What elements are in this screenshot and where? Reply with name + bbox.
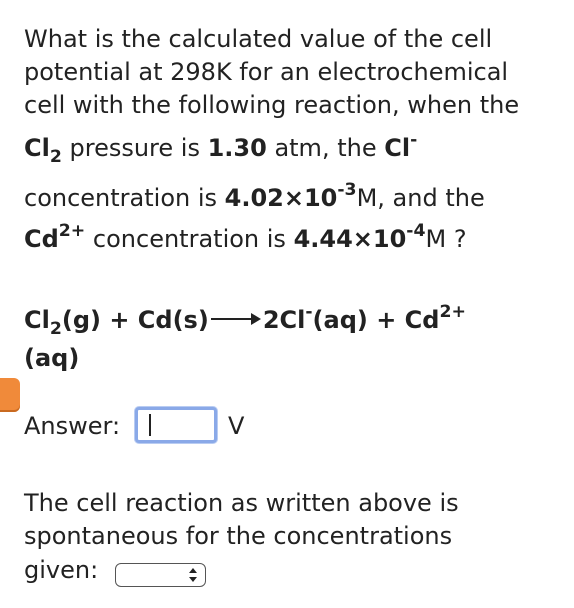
answer-input[interactable] <box>135 407 217 443</box>
reaction-arrow-icon <box>211 313 261 325</box>
cl-conc-mantissa: 4.02×10 <box>224 184 338 212</box>
text-caret <box>149 414 151 436</box>
question-line-2: potential at 298K for an electrochemical <box>24 58 509 86</box>
cl2-label: Cl <box>24 134 50 162</box>
answer-unit: V <box>228 412 245 440</box>
question-line-1: What is the calculated value of the cell <box>24 25 493 53</box>
cd-conc-unit: M ? <box>425 225 467 253</box>
cd-conc-text: concentration is <box>85 225 294 253</box>
reactant-state: (g) + Cd(s) <box>61 306 209 334</box>
product-cd-charge: 2+ <box>439 301 466 322</box>
cl-conc-unit: M, and the <box>356 184 485 212</box>
chloride-ion: Cl <box>384 134 411 162</box>
question-line-5 <box>24 179 485 213</box>
cd-conc-mantissa: 4.44×10 <box>293 225 407 253</box>
reaction-equation-line-1 <box>24 301 466 340</box>
product-cl-charge: - <box>305 301 313 322</box>
pressure-value: 1.30 <box>207 134 267 162</box>
spontaneity-line-3: given: <box>24 556 99 584</box>
cl2-subscript: 2 <box>49 147 62 168</box>
reaction-equation-line-2: (aq) <box>24 344 80 372</box>
question-line-3: cell with the following reaction, when the <box>24 91 520 119</box>
question-line-6 <box>24 220 467 254</box>
reactant-cl: Cl <box>24 306 50 334</box>
product-cl: 2Cl <box>262 306 306 334</box>
pressure-unit: atm, the <box>266 134 385 162</box>
question-line-4 <box>24 129 418 168</box>
chloride-charge: - <box>410 129 418 150</box>
spontaneity-line-2: spontaneous for the concentrations <box>24 522 453 550</box>
cadmium-ion: Cd <box>24 225 59 253</box>
product-state: (aq) + Cd <box>312 306 440 334</box>
cadmium-charge: 2+ <box>58 220 86 241</box>
question-flag-tab[interactable] <box>0 378 20 412</box>
spontaneity-line-1: The cell reaction as written above is <box>24 489 459 517</box>
reactant-cl-subscript: 2 <box>49 319 62 340</box>
cd-conc-exponent: -4 <box>406 220 426 241</box>
conc-text: concentration is <box>24 184 225 212</box>
cl-conc-exponent: -3 <box>337 179 357 200</box>
spontaneity-select[interactable] <box>115 563 206 587</box>
pressure-text: pressure is <box>61 134 208 162</box>
answer-label: Answer: <box>24 412 121 440</box>
select-updown-icon <box>189 568 197 582</box>
